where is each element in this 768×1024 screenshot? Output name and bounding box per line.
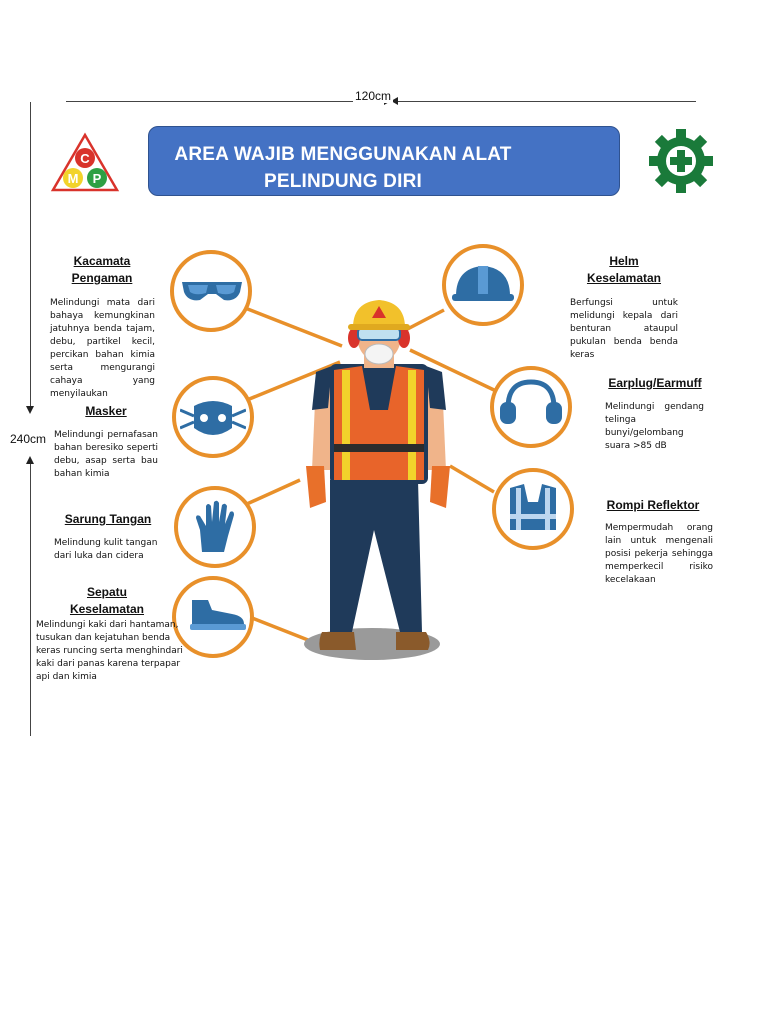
earplug-desc: Melindungi gendang telinga bunyi/gelombang suara >85 dB	[605, 402, 704, 451]
sepatu-title-line1: Sepatu	[86, 585, 127, 599]
earmuff-icon	[498, 378, 564, 426]
cmp-logo	[50, 132, 120, 194]
banner-title-line1: AREA WAJIB MENGGUNAKAN ALAT	[174, 144, 512, 165]
helm-title	[574, 253, 674, 287]
cmp-letter-c: C	[80, 151, 90, 166]
height-dimension-line-top	[30, 102, 31, 412]
sepatu-title	[56, 584, 158, 618]
safety-glasses-icon	[180, 276, 244, 306]
kacamata-title-line1: Kacamata	[73, 254, 131, 268]
height-arrow-down	[26, 406, 34, 414]
sepatu-title-line2: Keselamatan	[69, 602, 145, 616]
mask-icon	[180, 398, 246, 440]
banner-title-line2: PELINDUNG DIRI	[264, 171, 422, 192]
kacamata-desc: Melindungi mata dari bahaya kemungkinan jatuhnya benda tajam, debu, partikel kecil, percikan bahan kimia serta mengurangi cahaya yang menyilaukan	[50, 298, 155, 399]
helm-title-line1: Helm	[609, 254, 639, 268]
helm-title-line2: Keselamatan	[586, 271, 662, 285]
height-arrow-up	[26, 456, 34, 464]
kacamata-title	[56, 253, 148, 287]
banner-title	[174, 141, 512, 195]
k3-safety-gear-cross-logo	[648, 128, 714, 194]
sarung-title: Sarung Tangan	[64, 512, 152, 526]
width-label: 120cm	[355, 89, 392, 103]
helmet-icon	[450, 262, 516, 304]
kacamata-title-line2: Pengaman	[71, 271, 133, 285]
sarung-desc: Melindung kulit tangan dari luka dan cidera	[54, 538, 158, 561]
helm-desc: Berfungsi untuk melidungi kepala dari benturan ataupul pukulan benda benda keras	[570, 298, 678, 360]
cmp-letter-m: M	[67, 171, 79, 186]
vest-icon	[506, 482, 560, 534]
masker-desc: Melindungi pernafasan bahan beresiko seperti debu, asap serta bau bahan kimia	[54, 430, 158, 479]
height-label: 240cm	[10, 432, 47, 446]
glove-icon	[194, 500, 238, 554]
rompi-desc: Mempermudah orang lain untuk mengenali posisi pekerja sehingga memperkecil risiko kecelakaan	[605, 523, 713, 585]
masker-title: Masker	[85, 404, 127, 418]
earplug-title: Earplug/Earmuff	[608, 376, 702, 390]
rompi-title: Rompi Reflektor	[606, 498, 700, 512]
safety-shoe-icon	[186, 596, 248, 632]
cmp-letter-p: P	[92, 171, 102, 186]
sepatu-desc: Melindungi kaki dari hantaman, tusukan dan kejatuhan benda keras runcing serta menghindari kaki dari panas karena terpapar api dan kimia	[36, 620, 183, 682]
height-dimension-line-bottom	[30, 464, 31, 736]
